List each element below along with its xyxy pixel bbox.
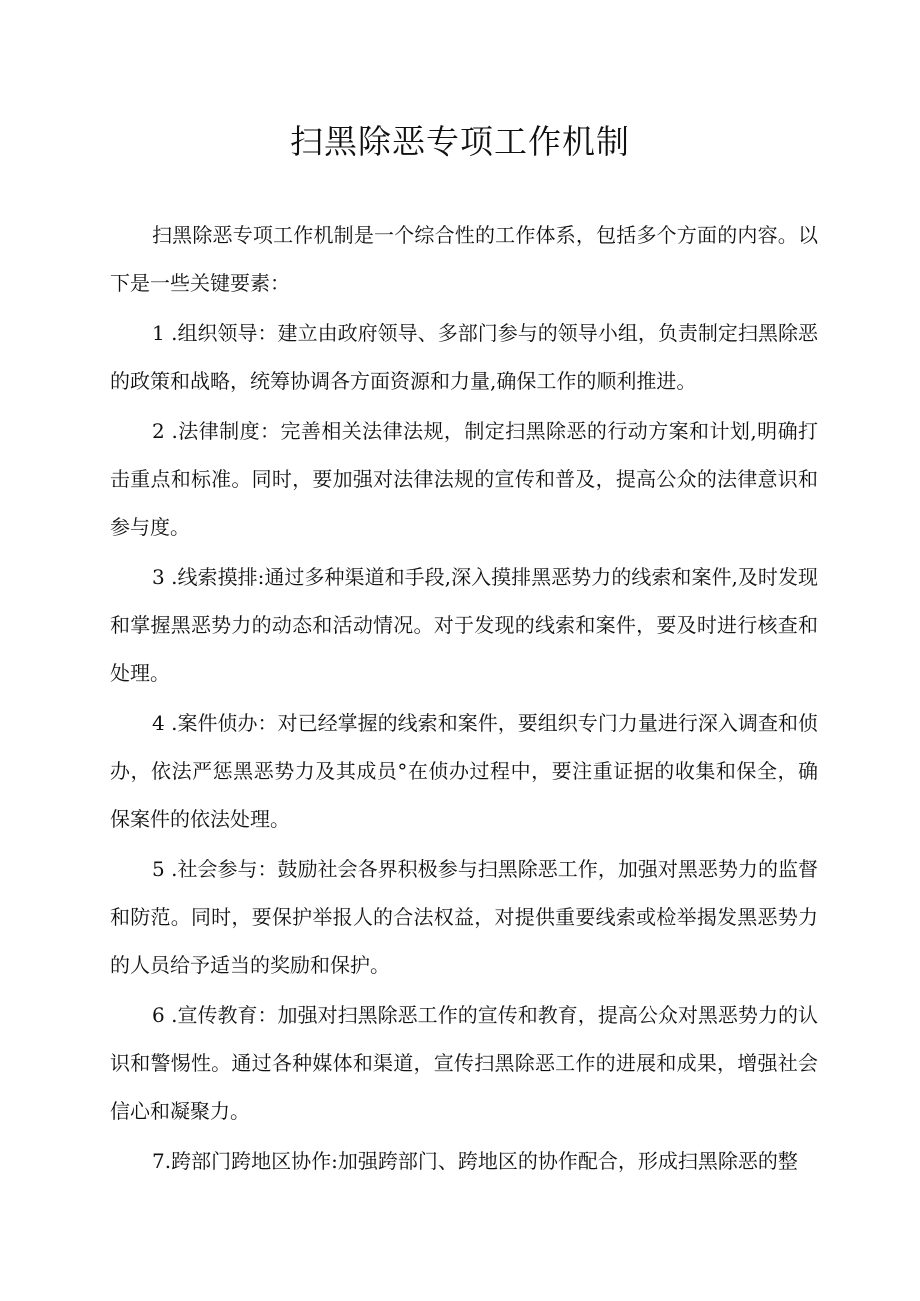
document-body [110, 211, 818, 1187]
item-paragraph-6: 6 .宣传教育：加强对扫黑除恶工作的宣传和教育，提高公众对黑恶势力的认识和警惕性。通过各种媒体和渠道，宣传扫黑除恶工作的进展和成果，增强社会信心和凝聚力。 [110, 1003, 818, 1123]
item-paragraph-7: 7.跨部门跨地区协作:加强跨部门、跨地区的协作配合，形成扫黑除恶的整 [152, 1149, 798, 1173]
item-paragraph-2: 2 .法律制度：完善相关法律法规，制定扫黑除恶的行动方案和计划,明确打击重点和标准。同时，要加强对法律法规的宣传和普及，提高公众的法律意识和参与度。 [110, 419, 818, 539]
intro-paragraph: 扫黑除恶专项工作机制是一个综合性的工作体系，包括多个方面的内容。以下是一些关键要素： [110, 223, 818, 295]
item-paragraph-1: 1 .组织领导：建立由政府领导、多部门参与的领导小组，负责制定扫黑除恶的政策和战略，统筹协调各方面资源和力量,确保工作的顺利推进。 [110, 321, 818, 393]
item-paragraph-5: 5 .社会参与：鼓励社会各界积极参与扫黑除恶工作，加强对黑恶势力的监督和防范。同时，要保护举报人的合法权益，对提供重要线索或检举揭发黑恶势力的人员给予适当的奖励和保护。 [110, 857, 818, 977]
item-paragraph-3: 3 .线索摸排:通过多种渠道和手段,深入摸排黑恶势力的线索和案件,及时发现和掌握黑恶势力的动态和活动情况。对于发现的线索和案件，要及时进行核查和处理。 [110, 565, 818, 685]
document-title: 扫黑除恶专项工作机制 [290, 122, 630, 161]
item-paragraph-4: 4 .案件侦办：对已经掌握的线索和案件，要组织专门力量进行深入调查和侦办，依法严惩黑恶势力及其成员°在侦办过程中，要注重证据的收集和保全，确保案件的依法处理。 [110, 711, 818, 831]
